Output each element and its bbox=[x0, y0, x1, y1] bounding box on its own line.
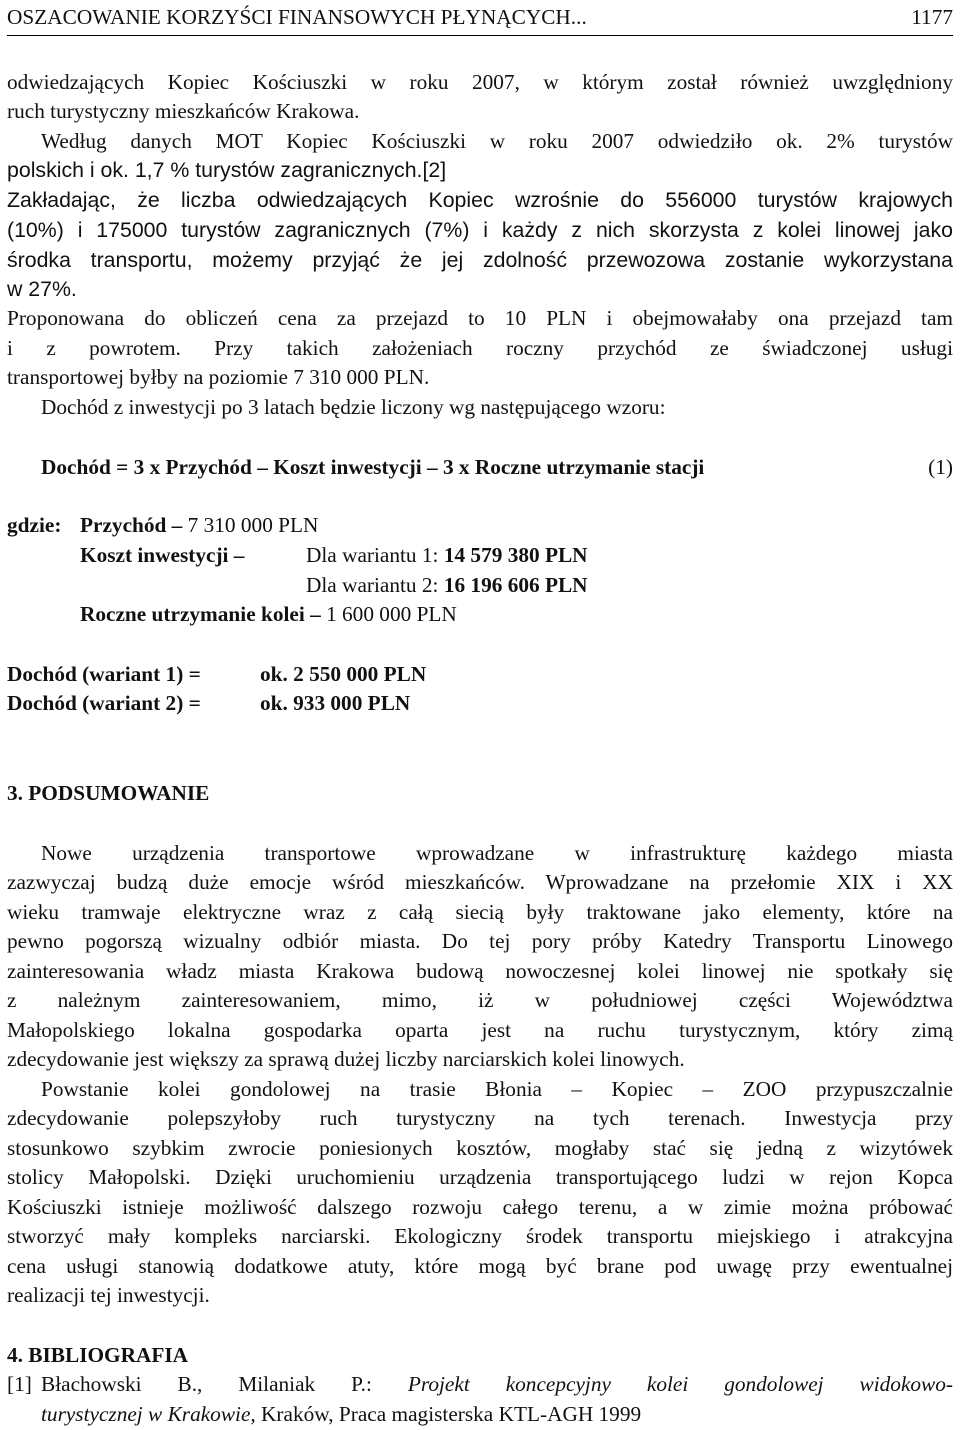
wariant-2 bbox=[306, 571, 588, 601]
where-label: gdzie: bbox=[7, 513, 62, 537]
text-line: zdecydowanie jest większy za sprawą dużej liczby narciarskich kolei linowych. bbox=[7, 1047, 685, 1071]
utrzymanie-value: 1 600 000 PLN bbox=[326, 602, 457, 626]
bib-ref-number: [1] bbox=[7, 1372, 32, 1396]
text-line: z należnym zainteresowaniem, mimo, iż w południowej części Województwa bbox=[7, 988, 953, 1012]
przychod-label: Przychód – bbox=[80, 513, 183, 537]
text-line: środka transportu, możemy przyjąć że jej zdolność przewozowa zostanie wykorzystana bbox=[7, 248, 953, 272]
text-line: Według danych MOT Kopiec Kościuszki w roku 2007 odwiedziło ok. 2% turystów bbox=[41, 129, 953, 153]
text-line: zainteresowania władz miasta Krakowa budową nowoczesnej kolei linowej nie spotkały się bbox=[7, 959, 953, 983]
text-line bbox=[7, 156, 953, 186]
result-1-label: Dochód (wariant 1) = bbox=[7, 662, 201, 686]
text-line: Dochód z inwestycji po 3 latach będzie liczony wg następującego wzoru: bbox=[41, 395, 666, 419]
text-line: Proponowana do obliczeń cena za przejazd to 10 PLN i obejmowałaby ona przejazd tam bbox=[7, 306, 953, 330]
wariant-1-value: 14 579 380 PLN bbox=[443, 543, 588, 567]
text-line: Kościuszki istnieje możliwość dalszego rozwoju całego terenu, a w zimie można próbować bbox=[7, 1195, 953, 1219]
text-line: stolicy Małopolski. Dzięki uruchomieniu urządzenia transportującego ludzi w rejon Kopca bbox=[7, 1165, 953, 1189]
text-line: Powstanie kolei gondolowej na trasie Błonia – Kopiec – ZOO przypuszczalnie bbox=[41, 1077, 953, 1101]
text-line: (10%) i 175000 turystów zagranicznych (7%) i każdy z nich skorzysta z kolei linowej jako bbox=[7, 218, 953, 242]
running-header bbox=[7, 5, 953, 36]
formula: Dochód = 3 x Przychód – Koszt inwestycji – 3 x Roczne utrzymanie stacji bbox=[41, 455, 705, 479]
text-line: stworzyć mały kompleks narciarski. Ekologiczny środek transportu miejskiego i atrakcyjna bbox=[7, 1224, 953, 1248]
wariant-1 bbox=[306, 541, 588, 571]
page-number: 1177 bbox=[911, 5, 953, 29]
bib-entry-line-2 bbox=[41, 1400, 953, 1430]
przychod-value: 7 310 000 PLN bbox=[187, 513, 319, 537]
result-1-value: ok. 2 550 000 PLN bbox=[260, 662, 427, 686]
section-heading-summary: 3. PODSUMOWANIE bbox=[7, 781, 210, 805]
where-przychod bbox=[80, 511, 318, 541]
text-line: transportowej byłby na poziomie 7 310 000 PLN. bbox=[7, 365, 430, 389]
citation-ref: [2] bbox=[422, 158, 447, 182]
bib-title-2: turystycznej w Krakowie, bbox=[41, 1402, 256, 1426]
text-line: Nowe urządzenia transportowe wprowadzane w infrastrukturę każdego miasta bbox=[41, 841, 953, 865]
result-2-value: ok. 933 000 PLN bbox=[260, 691, 411, 715]
wariant-2-prefix: Dla wariantu 2: bbox=[306, 573, 439, 597]
text-line: zdecydowanie polepszyłoby ruch turystyczny na tych terenach. Inwestycja przy bbox=[7, 1106, 953, 1130]
bib-authors: Błachowski B., Milaniak P.: bbox=[41, 1372, 372, 1396]
utrzymanie-label: Roczne utrzymanie kolei – bbox=[80, 602, 321, 626]
text-line: zazwyczaj budzą duże emocje wśród mieszkańców. Wprowadzane na przełomie XIX i XX bbox=[7, 870, 953, 894]
text-line: realizacji tej inwestycji. bbox=[7, 1283, 210, 1307]
wariant-1-prefix: Dla wariantu 1: bbox=[306, 543, 439, 567]
where-utrzymanie bbox=[80, 600, 457, 630]
formula-number: (1) bbox=[928, 455, 953, 479]
bib-rest: Kraków, Praca magisterska KTL-AGH 1999 bbox=[261, 1402, 642, 1426]
section-heading-bibliography: 4. BIBLIOGRAFIA bbox=[7, 1343, 189, 1367]
bib-title-1: Projekt koncepcyjny kolei gondolowej widokowo- bbox=[407, 1372, 954, 1396]
text-line: ruch turystyczny mieszkańców Krakowa. bbox=[7, 99, 360, 123]
result-2-label: Dochód (wariant 2) = bbox=[7, 691, 201, 715]
wariant-2-value: 16 196 606 PLN bbox=[443, 573, 588, 597]
text-line: w 27%. bbox=[7, 277, 77, 301]
text-line: cena usługi stanowią dodatkowe atuty, które mogą być brane pod uwagę przy ewentualnej bbox=[7, 1254, 953, 1278]
text-line: i z powrotem. Przy takich założeniach roczny przychód ze świadczonej usługi bbox=[7, 336, 953, 360]
header-title: OSZACOWANIE KORZYŚCI FINANSOWYCH PŁYNĄCYCH... bbox=[7, 5, 587, 29]
bib-entry-line-1 bbox=[41, 1370, 953, 1400]
text-line: odwiedzających Kopiec Kościuszki w roku 2007, w którym został również uwzględniony bbox=[7, 70, 953, 94]
text-line: pewno pogorszą wizualny odbiór miasta. Do tej pory próby Katedry Transportu Linowego bbox=[7, 929, 953, 953]
text-line: Małopolskiego lokalna gospodarka oparta jest na ruchu turystycznym, który zimą bbox=[7, 1018, 953, 1042]
text-line: wieku tramwaje elektryczne wraz z całą siecią były traktowane jako elementy, które na bbox=[7, 900, 953, 924]
text-line: Zakładając, że liczba odwiedzających Kopiec wzrośnie do 556000 turystów krajowych bbox=[7, 188, 953, 212]
text-span: polskich i ok. 1,7 % turystów zagranicznych. bbox=[7, 158, 423, 182]
koszt-label: Koszt inwestycji – bbox=[80, 543, 245, 567]
text-line: stosunkowo szybkim zwrocie poniesionych kosztów, mogłaby stać się jedną z wizytówek bbox=[7, 1136, 953, 1160]
